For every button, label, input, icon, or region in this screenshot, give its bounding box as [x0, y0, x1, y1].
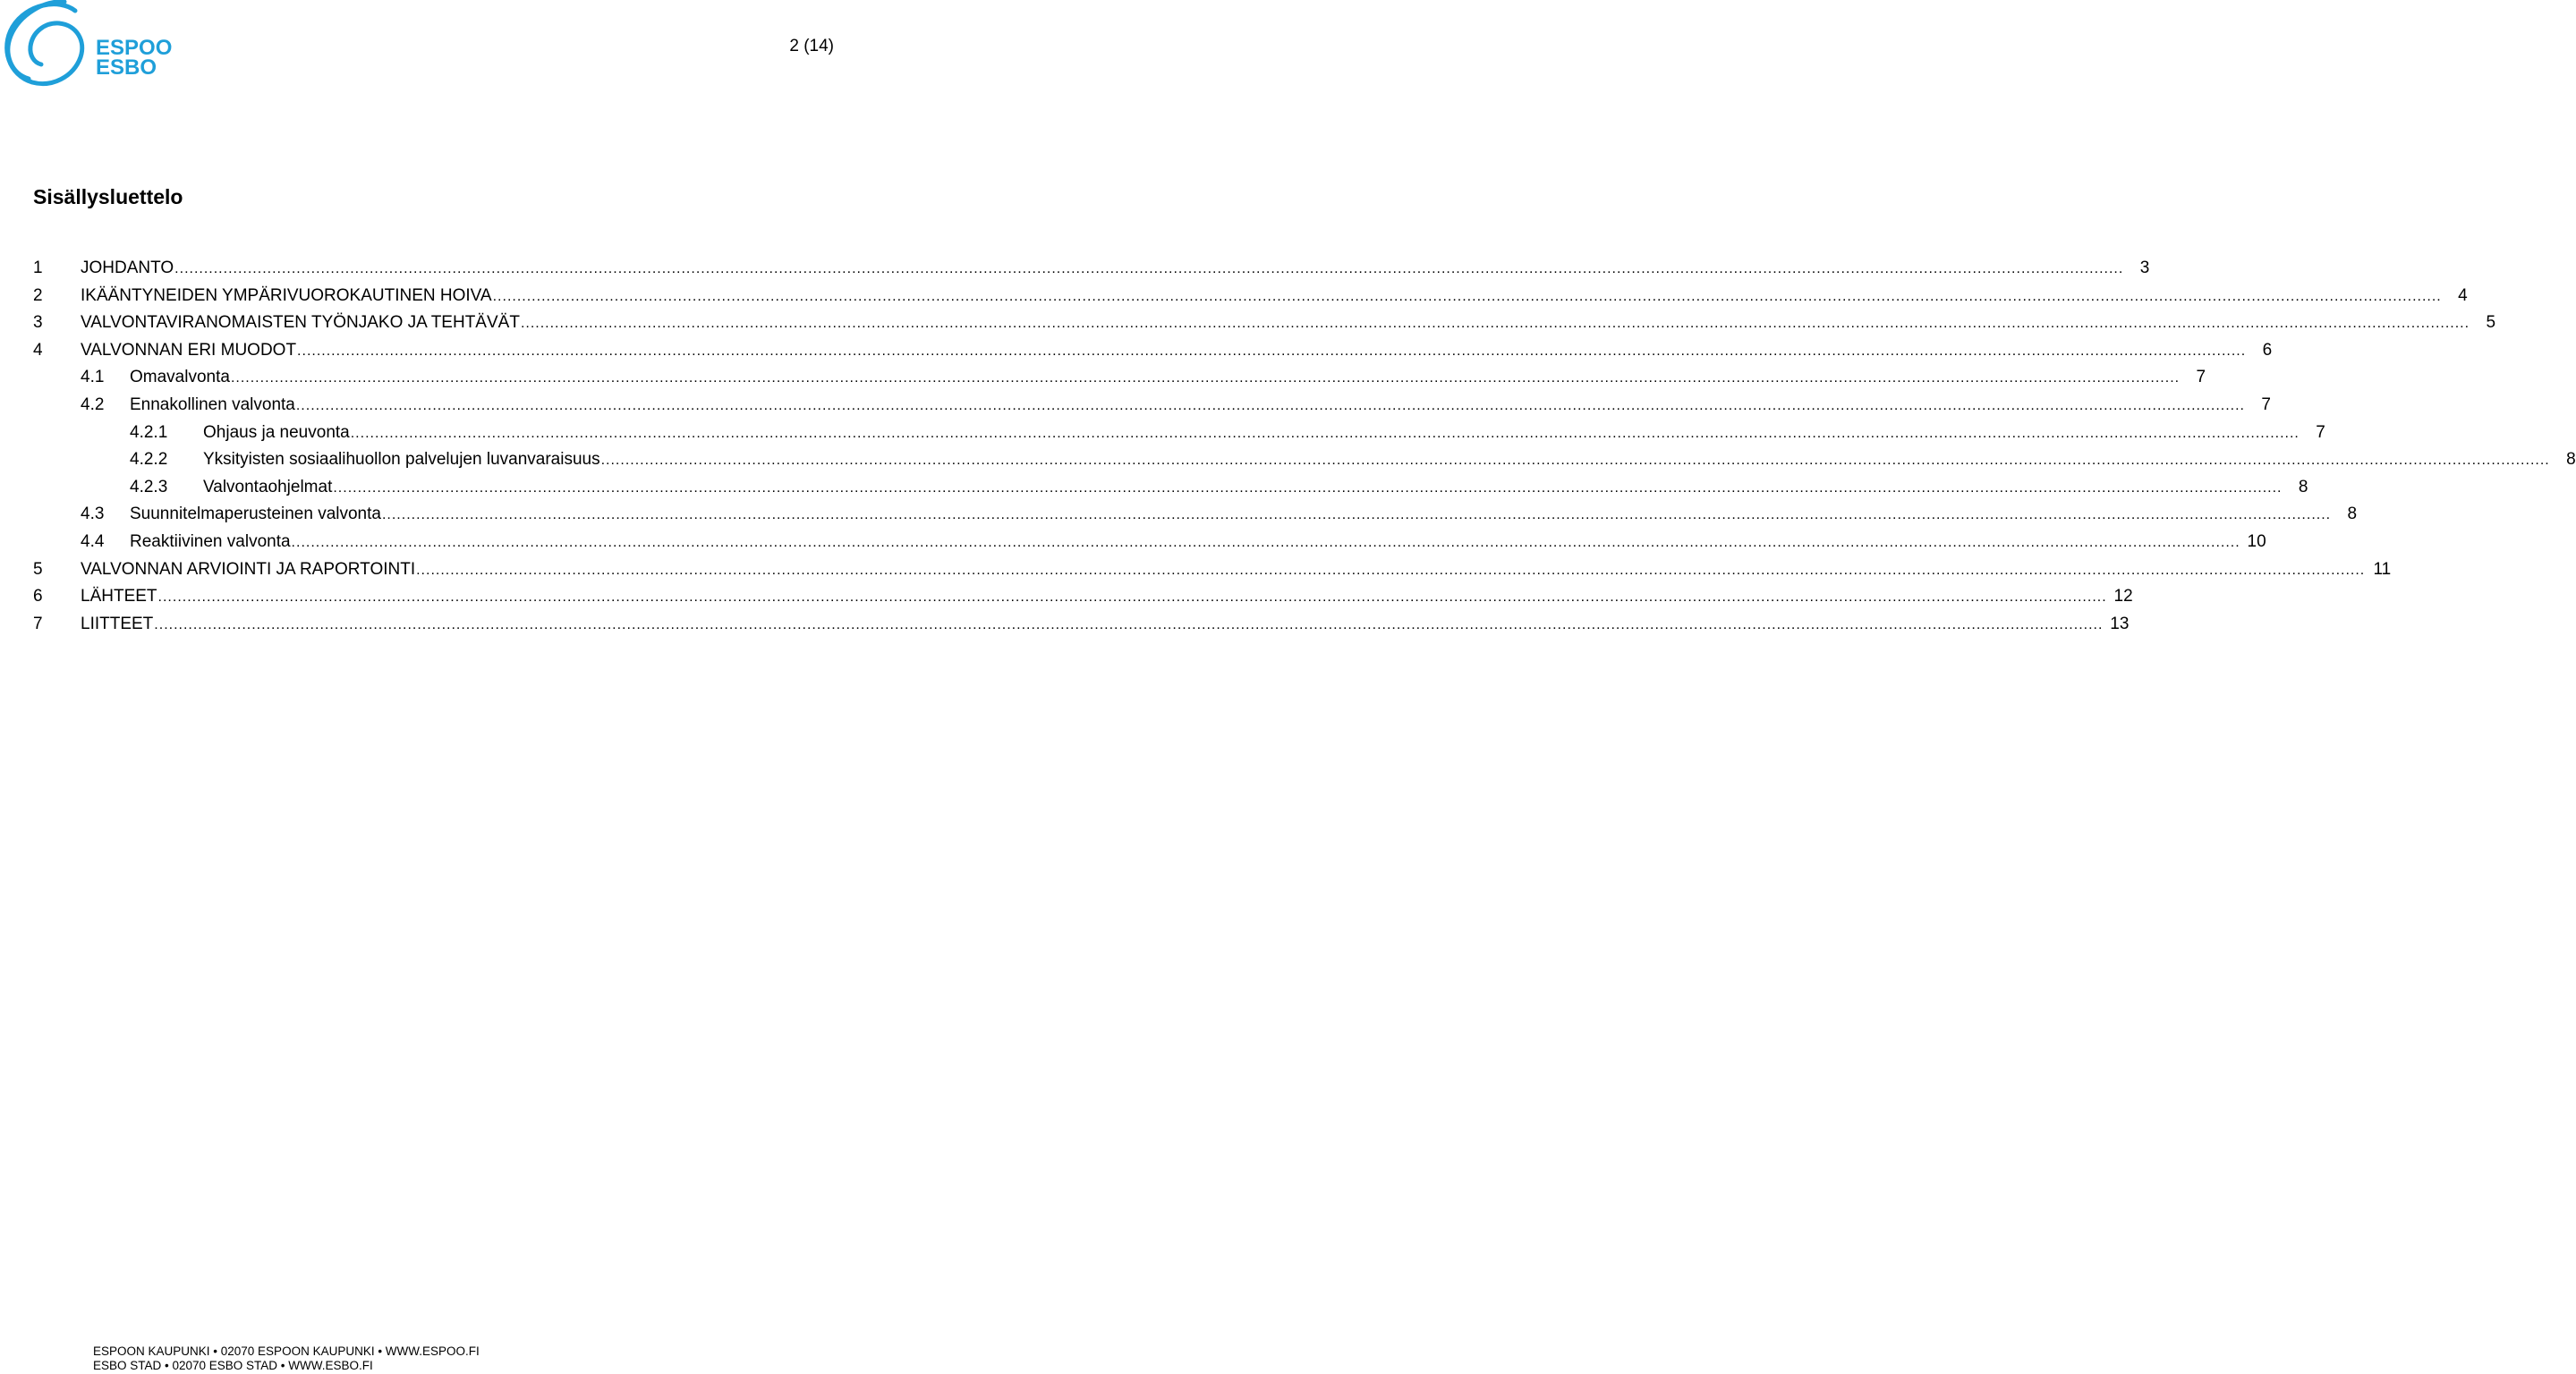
- toc-entry-page: 8: [2347, 505, 2358, 524]
- toc-entry-page: 13: [2110, 614, 2130, 633]
- toc-entry-number: 4.4: [81, 531, 105, 551]
- toc-dot-leader: ................................................................................................................................................................................................................................................................................................................................................................................................................: [416, 562, 2366, 578]
- toc-entry[interactable]: [33, 255, 2150, 283]
- toc-entry-number: 4.1: [81, 368, 105, 387]
- toc-entry-line: [81, 255, 2150, 283]
- toc-entry[interactable]: [33, 446, 2576, 474]
- toc-entry-page: 11: [2373, 559, 2392, 579]
- toc-entry-label: Omavalvonta: [130, 368, 230, 387]
- toc-entry[interactable]: [33, 283, 2468, 310]
- toc-entry-page: 8: [2298, 477, 2308, 496]
- toc-entry-line: [81, 611, 2130, 639]
- toc-entry-number: 7: [33, 614, 43, 633]
- toc-entry-line: [81, 556, 2392, 584]
- toc-entry-page: 7: [2196, 368, 2206, 387]
- toc-entry-label: Suunnitelmaperusteinen valvonta: [130, 505, 381, 524]
- toc-dot-leader: ................................................................................................................................................................................................................................................................................................................................................................................................................: [154, 616, 2104, 632]
- toc-entry-label: VALVONNAN ARVIOINTI JA RAPORTOINTI: [81, 559, 416, 579]
- toc-dot-leader: ................................................................................................................................................................................................................................................................................................................................................................................................................: [230, 370, 2181, 386]
- page-number: 2 (14): [789, 37, 834, 55]
- toc-entry-label: Ohjaus ja neuvonta: [203, 422, 350, 442]
- toc-entry[interactable]: [33, 364, 2206, 392]
- toc-entry-line: [81, 337, 2273, 365]
- toc-entry-page: 6: [2262, 340, 2273, 360]
- espoo-swirl-logo-icon: [0, 0, 179, 93]
- table-of-contents: [33, 255, 2576, 638]
- toc-entry[interactable]: [33, 392, 2271, 420]
- footer-line-2: ESBO STAD • 02070 ESBO STAD • WWW.ESBO.FI: [93, 1359, 373, 1372]
- toc-title: Sisällysluettelo: [33, 185, 183, 208]
- toc-entry-page: 7: [2261, 394, 2271, 414]
- toc-entry[interactable]: [33, 474, 2308, 502]
- toc-entry-line: [81, 583, 2133, 611]
- toc-entry-number: 5: [33, 559, 43, 579]
- toc-dot-leader: ................................................................................................................................................................................................................................................................................................................................................................................................................: [520, 316, 2470, 332]
- toc-dot-leader: ................................................................................................................................................................................................................................................................................................................................................................................................................: [174, 261, 2124, 276]
- toc-entry-number: 4.2.2: [130, 450, 168, 470]
- toc-dot-leader: ................................................................................................................................................................................................................................................................................................................................................................................................................: [333, 479, 2283, 496]
- toc-entry-line: [130, 501, 2358, 529]
- toc-entry-number: 3: [33, 313, 43, 333]
- toc-entry-line: [81, 310, 2496, 337]
- toc-entry-label: Yksityisten sosiaalihuollon palvelujen luvanvaraisuus: [203, 450, 600, 470]
- footer-line-1: ESPOON KAUPUNKI • 02070 ESPOON KAUPUNKI • WWW.ESPOO.FI: [93, 1344, 480, 1358]
- toc-dot-leader: ................................................................................................................................................................................................................................................................................................................................................................................................................: [600, 453, 2550, 469]
- toc-entry-number: 1: [33, 259, 43, 277]
- toc-entry-label: JOHDANTO: [81, 259, 174, 277]
- toc-entry-page: 8: [2566, 450, 2576, 470]
- toc-entry[interactable]: [33, 529, 2266, 556]
- toc-entry[interactable]: [33, 583, 2133, 611]
- toc-entry-number: 2: [33, 285, 43, 305]
- toc-entry-line: [203, 446, 2576, 474]
- toc-dot-leader: ................................................................................................................................................................................................................................................................................................................................................................................................................: [297, 343, 2247, 359]
- espoo-esbo-logo: [0, 0, 179, 93]
- toc-entry[interactable]: [33, 501, 2358, 529]
- toc-entry-number: 4.2.1: [130, 422, 168, 442]
- toc-entry-page: 3: [2139, 259, 2150, 277]
- toc-entry[interactable]: [33, 611, 2130, 639]
- toc-entry-page: 12: [2113, 587, 2133, 606]
- logo-text-espoo: ESPOO: [96, 36, 173, 60]
- toc-entry-line: [203, 420, 2325, 447]
- toc-entry[interactable]: [33, 556, 2392, 584]
- toc-entry-line: [130, 364, 2206, 392]
- toc-entry-label: Reaktiivinen valvonta: [130, 531, 291, 551]
- toc-entry[interactable]: [33, 337, 2273, 365]
- toc-dot-leader: ................................................................................................................................................................................................................................................................................................................................................................................................................: [350, 425, 2300, 441]
- toc-entry-line: [130, 529, 2266, 556]
- toc-entry-number: 6: [33, 587, 43, 606]
- toc-entry-label: LÄHTEET: [81, 587, 157, 606]
- toc-entry[interactable]: [33, 310, 2496, 337]
- toc-entry[interactable]: [33, 420, 2325, 447]
- toc-dot-leader: ................................................................................................................................................................................................................................................................................................................................................................................................................: [157, 589, 2107, 606]
- toc-entry-number: 4.2: [81, 394, 105, 414]
- toc-entry-number: 4.3: [81, 505, 105, 524]
- toc-entry-page: 10: [2247, 531, 2266, 551]
- toc-entry-label: Ennakollinen valvonta: [130, 394, 295, 414]
- toc-entry-line: [203, 474, 2308, 502]
- toc-entry-page: 7: [2316, 422, 2325, 442]
- toc-entry-line: [130, 392, 2271, 420]
- toc-entry-page: 5: [2486, 313, 2496, 333]
- toc-entry-page: 4: [2458, 285, 2468, 305]
- logo-text-esbo: ESBO: [96, 55, 157, 80]
- toc-entry-label: VALVONNAN ERI MUODOT: [81, 340, 297, 360]
- toc-dot-leader: ................................................................................................................................................................................................................................................................................................................................................................................................................: [492, 288, 2442, 304]
- toc-entry-number: 4: [33, 340, 43, 360]
- toc-entry-label: Valvontaohjelmat: [203, 477, 333, 496]
- toc-dot-leader: ................................................................................................................................................................................................................................................................................................................................................................................................................: [295, 397, 2245, 413]
- footer: [93, 1344, 480, 1373]
- toc-entry-label: LIITTEET: [81, 614, 154, 633]
- toc-entry-label: VALVONTAVIRANOMAISTEN TYÖNJAKO JA TEHTÄVÄT: [81, 313, 520, 333]
- toc-dot-leader: ................................................................................................................................................................................................................................................................................................................................................................................................................: [291, 534, 2240, 550]
- toc-entry-line: [81, 283, 2468, 310]
- toc-entry-label: IKÄÄNTYNEIDEN YMPÄRIVUOROKAUTINEN HOIVA: [81, 285, 492, 305]
- toc-dot-leader: ................................................................................................................................................................................................................................................................................................................................................................................................................: [381, 507, 2332, 523]
- toc-entry-number: 4.2.3: [130, 477, 168, 496]
